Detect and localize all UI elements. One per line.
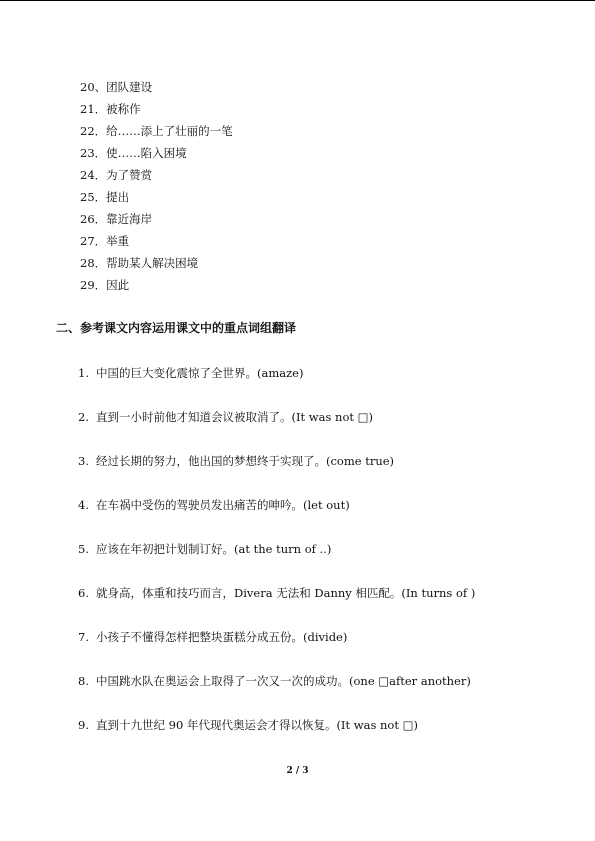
phrase-item: 28．帮助某人解决困境 bbox=[80, 256, 199, 270]
exercise-number: 8. bbox=[78, 674, 89, 688]
phrase-item: 20、团队建设 bbox=[80, 80, 153, 94]
exercise-number: 2. bbox=[78, 410, 89, 424]
exercise-item bbox=[78, 582, 548, 626]
exercise-number: 1. bbox=[78, 366, 89, 380]
exercise-text: 就身高，体重和技巧而言，Divera 无法和 Danny 相匹配。(In turns of ) bbox=[96, 586, 476, 600]
exercise-item bbox=[78, 362, 548, 406]
phrase-item: 26．靠近海岸 bbox=[80, 212, 153, 226]
phrase-item: 24．为了赞赏 bbox=[80, 168, 153, 182]
exercise-item bbox=[78, 494, 548, 538]
exercise-text: 在车祸中受伤的驾驶员发出痛苦的呻吟。(let out) bbox=[96, 498, 350, 512]
exercise-text: 小孩子不懂得怎样把整块蛋糕分成五份。(divide) bbox=[96, 630, 348, 644]
phrase-list bbox=[80, 76, 520, 296]
page-number: 2 / 3 bbox=[286, 766, 309, 776]
exercise-number: 9. bbox=[78, 718, 89, 732]
exercise-number: 6. bbox=[78, 586, 89, 600]
exercise-text: 经过长期的努力，他出国的梦想终于实现了。(come true) bbox=[96, 454, 395, 468]
exercise-text: 应该在年初把计划制订好。(at the turn of ..) bbox=[96, 542, 332, 556]
exercise-item bbox=[78, 714, 548, 758]
exercise-item bbox=[78, 538, 548, 582]
exercise-text: 直到十九世纪 90 年代现代奥运会才得以恢复。(It was not □) bbox=[96, 718, 418, 732]
page-top-border bbox=[0, 0, 595, 1]
phrase-item: 25．提出 bbox=[80, 190, 130, 204]
exercise-number: 4. bbox=[78, 498, 89, 512]
exercise-item bbox=[78, 626, 548, 670]
exercise-number: 7. bbox=[78, 630, 89, 644]
section-heading: 二、参考课文内容运用课文中的重点词组翻译 bbox=[56, 321, 297, 335]
exercise-item bbox=[78, 670, 548, 714]
exercise-text: 中国跳水队在奥运会上取得了一次又一次的成功。(one □after another) bbox=[96, 674, 471, 688]
phrase-item: 29．因此 bbox=[80, 278, 130, 292]
exercise-number: 5. bbox=[78, 542, 89, 556]
phrase-item: 27．举重 bbox=[80, 234, 130, 248]
exercise-item bbox=[78, 406, 548, 450]
phrase-item: 23．使……陷入困境 bbox=[80, 146, 187, 160]
exercise-text: 中国的巨大变化震惊了全世界。(amaze) bbox=[96, 366, 304, 380]
translation-exercise-list bbox=[78, 362, 548, 758]
exercise-text: 直到一小时前他才知道会议被取消了。(It was not □) bbox=[96, 410, 374, 424]
exercise-number: 3. bbox=[78, 454, 89, 468]
phrase-item: 22．给……添上了壮丽的一笔 bbox=[80, 124, 233, 138]
exercise-item bbox=[78, 450, 548, 494]
phrase-item: 21．被称作 bbox=[80, 102, 141, 116]
